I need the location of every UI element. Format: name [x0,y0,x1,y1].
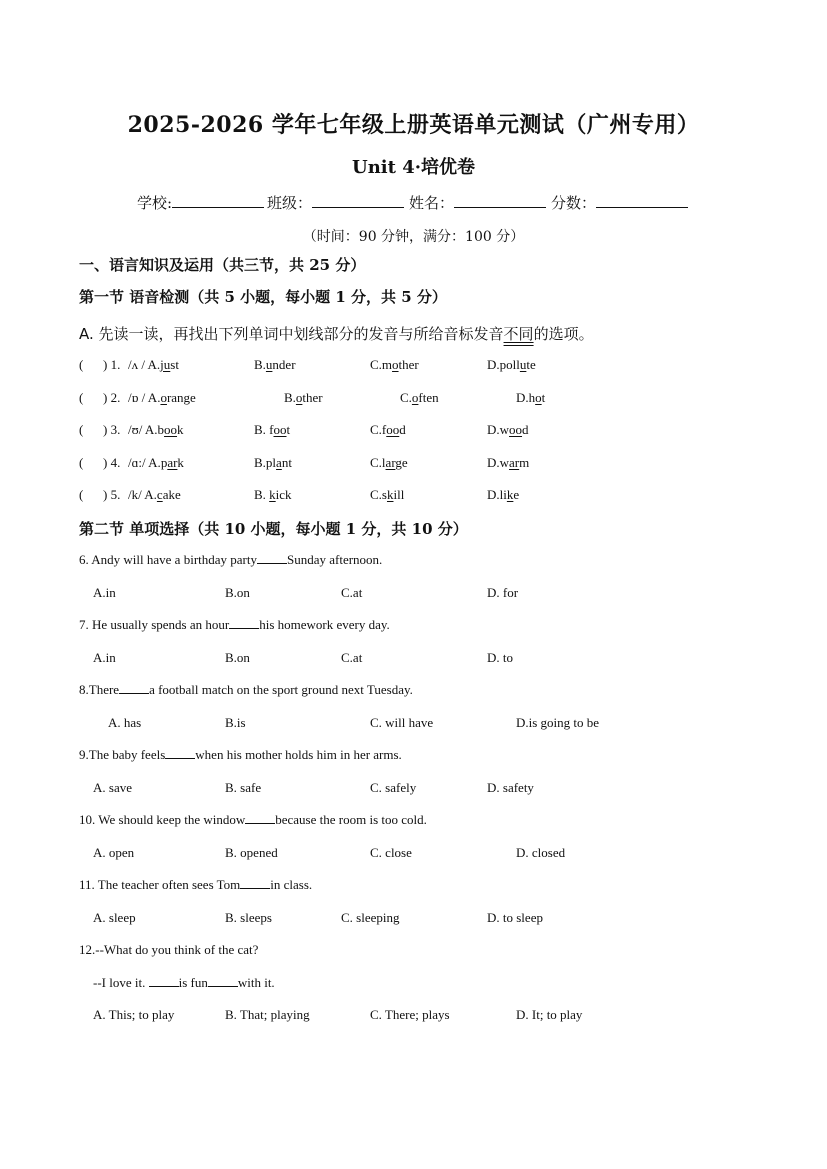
question-number: ) 1. [103,357,121,372]
option-b[interactable]: B. foot [254,422,291,437]
question-stem: 10. We should keep the window because the room is too cold. [79,812,427,827]
option-a[interactable]: A.in [93,585,116,600]
option-d[interactable]: D.warm [487,455,530,470]
answer-paren[interactable]: ( [79,487,84,502]
question-stem: 11. The teacher often sees Tom in class. [79,877,313,892]
option-c[interactable]: C.mother [370,357,419,372]
section2-heading: 第二节 单项选择（共 10 小题，每小题 1 分，共 10 分） [79,520,468,538]
option-a[interactable]: A. open [93,845,135,860]
option-b[interactable]: B.plant [254,455,292,470]
question-number: ) 3. [103,422,121,437]
option-c[interactable]: C.large [370,455,408,470]
option-d[interactable]: D.like [487,487,520,502]
question-stem: 9.The baby feels when his mother holds him in her arms. [79,747,402,762]
answer-paren[interactable]: ( [79,390,84,405]
option-b[interactable]: B. kick [254,487,292,502]
option-a[interactable]: /ɒ / A.orange [128,390,196,405]
option-a[interactable]: /ɑ:/ A.park [128,455,184,470]
option-d[interactable]: D.pollute [487,357,536,372]
question-stem: 7. He usually spends an hour his homework every day. [79,617,390,632]
class-field[interactable] [267,192,406,213]
name-field[interactable] [409,192,548,213]
question-number: ) 2. [103,390,121,405]
question-stem: 6. Andy will have a birthday party Sunday afternoon. [79,552,383,567]
section1-instruction [79,323,594,344]
option-a[interactable]: A. sleep [93,910,136,925]
answer-paren[interactable]: ( [79,357,84,372]
name-label: 姓名： [409,194,455,212]
option-c[interactable]: C.skill [370,487,405,502]
option-d[interactable]: D. to [487,650,513,665]
page-title: 2025-2026 学年七年级上册英语单元测试（广州专用） [127,112,700,138]
option-d[interactable]: D. It; to play [516,1007,583,1022]
option-d[interactable]: D.wood [487,422,529,437]
option-a[interactable]: /ʊ/ A.book [128,422,184,437]
section1-heading: 第一节 语音检测（共 5 小题，每小题 1 分，共 5 分） [79,288,447,306]
class-label: 班级： [267,194,313,212]
option-b[interactable]: B.on [225,585,250,600]
instruction-text-1: A. 先读一读，再找出下列单词中划线部分的发音与所给音标发音 [79,325,504,343]
option-b[interactable]: B. opened [225,845,278,860]
question-stem: 8.There a football match on the sport ground next Tuesday. [79,682,413,697]
answer-blank-2[interactable] [208,976,238,987]
school-blank[interactable] [172,193,264,208]
option-b[interactable]: B. That; playing [225,1007,310,1022]
score-field[interactable] [551,192,690,213]
option-d[interactable]: D. to sleep [487,910,543,925]
option-c[interactable]: C.often [400,390,439,405]
answer-blank[interactable] [119,683,149,694]
question-number: ) 4. [103,455,121,470]
option-b[interactable]: B. safe [225,780,262,795]
option-c[interactable]: C. safely [370,780,417,795]
option-c[interactable]: C.at [341,585,363,600]
part1-heading: 一、语言知识及运用（共三节，共 25 分） [79,256,366,274]
option-c[interactable]: C.at [341,650,363,665]
option-b[interactable]: B.other [284,390,323,405]
page-subtitle: Unit 4·培优卷 [352,157,475,178]
score-blank[interactable] [596,193,688,208]
answer-blank[interactable] [240,878,270,889]
option-b[interactable]: B. sleeps [225,910,272,925]
question-dialogue: --I love it. is fun with it. [93,975,275,990]
question-number: ) 5. [103,487,121,502]
option-d[interactable]: D.is going to be [516,715,600,730]
instruction-text-2: 的选项。 [533,325,594,343]
option-d[interactable]: D.hot [516,390,546,405]
option-d[interactable]: D. for [487,585,519,600]
answer-blank-1[interactable] [149,976,179,987]
option-a[interactable]: A. save [93,780,132,795]
option-c[interactable]: C.food [370,422,406,437]
score-label: 分数： [551,194,597,212]
option-b[interactable]: B.on [225,650,250,665]
option-a[interactable]: A. This; to play [93,1007,175,1022]
instruction-emphasis: 不同 [503,325,534,343]
time-note: （时间：90 分钟，满分：100 分） [302,229,525,245]
option-b[interactable]: B.under [254,357,296,372]
option-a[interactable]: /ʌ / A.just [128,357,179,372]
option-a[interactable]: A. has [108,715,142,730]
name-blank[interactable] [454,193,546,208]
answer-blank[interactable] [257,553,287,564]
school-label: 学校: [137,194,173,212]
option-d[interactable]: D. closed [516,845,566,860]
option-b[interactable]: B.is [225,715,246,730]
option-c[interactable]: C. close [370,845,412,860]
answer-paren[interactable]: ( [79,455,84,470]
question-stem: 12.--What do you think of the cat? [79,942,259,957]
answer-blank[interactable] [229,618,259,629]
option-c[interactable]: C. There; plays [370,1007,450,1022]
class-blank[interactable] [312,193,404,208]
option-d[interactable]: D. safety [487,780,534,795]
option-c[interactable]: C. will have [370,715,434,730]
answer-blank[interactable] [245,813,275,824]
school-field[interactable] [137,192,266,213]
option-a[interactable]: A.in [93,650,116,665]
option-c[interactable]: C. sleeping [341,910,400,925]
option-a[interactable]: /k/ A.cake [128,487,181,502]
answer-blank[interactable] [165,748,195,759]
answer-paren[interactable]: ( [79,422,84,437]
